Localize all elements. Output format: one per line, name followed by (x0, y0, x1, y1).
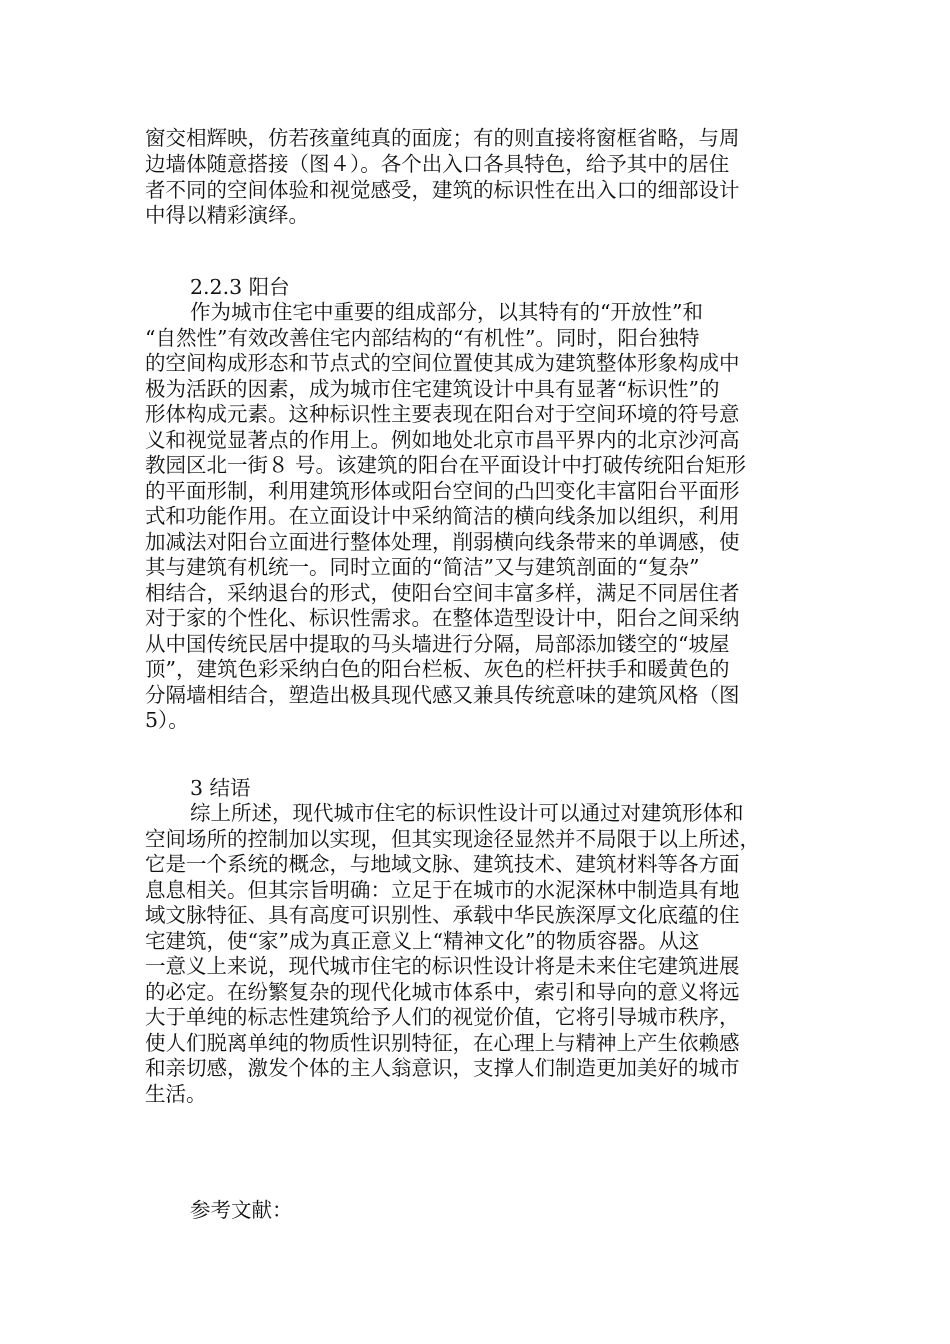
paragraph-line: 分隔墙相结合，塑造出极具现代感又兼具传统意味的建筑风格（图 (145, 683, 740, 707)
paragraph-line: 5）。 (145, 708, 189, 732)
paragraph-line: 顶”，建筑色彩采纳白色的阳台栏板、灰色的栏杆扶手和暖黄色的 (145, 657, 730, 681)
paragraph-line: 教园区北一街８ 号。该建筑的阳台在平面设计中打破传统阳台矩形 (145, 453, 747, 477)
paragraph-line: 一意义上来说，现代城市住宅的标识性设计将是未来住宅建筑进展 (145, 954, 740, 978)
paragraph-line: 从中国传统民居中提取的马头墙进行分隔，局部添加镂空的“坡屋 (145, 632, 730, 656)
paragraph-line: 域文脉特征、具有高度可识别性、承载中华民族深厚文化底蕴的住 (145, 903, 740, 927)
paragraph-line: 边墙体随意搭接（图４）。各个出入口各具特色，给予其中的居住 (145, 152, 730, 176)
paragraph-line: 它是一个系统的概念，与地域文脉、建筑技术、建筑材料等各方面 (145, 852, 740, 876)
paragraph-line: 生活。 (145, 1082, 207, 1106)
paragraph-line: 的必定。在纷繁复杂的现代化城市体系中，索引和导向的意义将远 (145, 980, 740, 1004)
references-heading: 参考文献： (190, 1198, 293, 1222)
paragraph-line: 大于单纯的标志性建筑给予人们的视觉价值，它将引导城市秩序， (145, 1005, 740, 1029)
section-heading-balcony: 2.2.3 阳台 (190, 275, 290, 299)
paragraph-line: 宅建筑，使“家”成为真正意义上“精神文化”的物质容器。从这 (145, 929, 700, 953)
paragraph-line: 息息相关。但其宗旨明确：立足于在城市的水泥深林中制造具有地 (145, 878, 740, 902)
paragraph-line: 中得以精彩演绎。 (145, 203, 309, 227)
paragraph-line: 综上所述，现代城市住宅的标识性设计可以通过对建筑形体和 (190, 801, 744, 825)
paragraph-line: 形体构成元素。这种标识性主要表现在阳台对于空间环境的符号意 (145, 402, 740, 426)
paragraph-line: 义和视觉显著点的作用上。例如地处北京市昌平界内的北京沙河高 (145, 428, 740, 452)
paragraph-line: 使人们脱离单纯的物质性识别特征，在心理上与精神上产生依赖感 (145, 1031, 740, 1055)
paragraph-line: 式和功能作用。在立面设计中采纳简洁的横向线条加以组织，利用 (145, 504, 740, 528)
paragraph-line: 相结合，采纳退台的形式，使阳台空间丰富多样，满足不同居住者 (145, 581, 740, 605)
paragraph-line: 加减法对阳台立面进行整体处理，削弱横向线条带来的单调感，使 (145, 530, 740, 554)
paragraph-line: 窗交相辉映，仿若孩童纯真的面庞；有的则直接将窗框省略，与周 (145, 126, 740, 150)
paragraph-line: 者不同的空间体验和视觉感受，建筑的标识性在出入口的细部设计 (145, 178, 740, 202)
paragraph-line: 极为活跃的因素，成为城市住宅建筑设计中具有显著“标识性”的 (145, 377, 720, 401)
section-heading-conclusion: 3 结语 (190, 776, 251, 800)
paragraph-line: 对于家的个性化、标识性需求。在整体造型设计中，阳台之间采纳 (145, 606, 740, 630)
paragraph-line: “自然性”有效改善住宅内部结构的“有机性”。同时，阳台独特 (145, 326, 700, 350)
paragraph-line: 作为城市住宅中重要的组成部分，以其特有的“开放性”和 (190, 300, 703, 324)
paragraph-line: 其与建筑有机统一。同时立面的“简洁”又与建筑剖面的“复杂” (145, 555, 700, 579)
paragraph-line: 的空间构成形态和节点式的空间位置使其成为建筑整体形象构成中 (145, 351, 740, 375)
paragraph-line: 空间场所的控制加以实现，但其实现途径显然并不局限于以上所述， (145, 827, 760, 851)
paragraph-line: 和亲切感，激发个体的主人翁意识，支撑人们制造更加美好的城市 (145, 1056, 740, 1080)
paragraph-line: 的平面形制，利用建筑形体或阳台空间的凸凹变化丰富阳台平面形 (145, 479, 740, 503)
